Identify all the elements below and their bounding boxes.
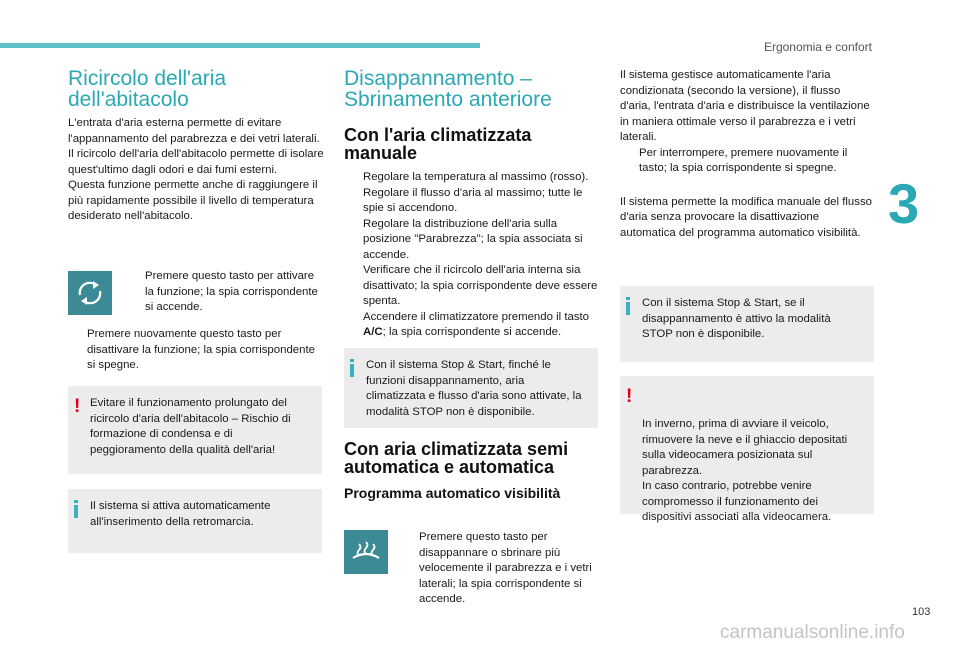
- manual-steps-list: [344, 170, 600, 341]
- subheading-automatic: Con aria climatizzata semi automatica e automatica: [344, 439, 569, 477]
- warning-box: [68, 386, 322, 474]
- warning-icon: !: [626, 386, 633, 407]
- info-icon: [626, 297, 630, 315]
- press-off-instruction: [68, 327, 326, 374]
- press-on-text: Premere questo tasto per attivare la funzione; la spia corrispondente si accende.: [145, 270, 318, 313]
- automatic-description: Il sistema gestisce automaticamente l'aria condizionata (secondo la versione), il flusso d'aria, l'entrata d'aria e distribuisce la ventilazione in maniera ottimale verso il parabrezza e i vetri laterali.: [620, 69, 870, 143]
- info-box: [344, 348, 598, 428]
- list-item: Regolare la distribuzione dell'aria sulla posizione "Parabrezza"; la spia associata si accende.: [363, 217, 583, 261]
- warning-box: [620, 376, 874, 523]
- warning-icon: !: [74, 396, 81, 417]
- info-text: Con il sistema Stop & Start, finché le funzioni disappannamento, aria climatizzata e flusso d'aria sono attivate, la modalità STOP non è disponibile.: [366, 359, 582, 418]
- intro-text: L'entrata d'aria esterna permette di evitare l'appannamento del parabrezza e dei vetri laterali. Il ricircolo dell'aria dell'abitacolo permette di isolare quest'ultimo dagli odori e dai fumi esterni. Questa funzione permette anche di raggiungere il più rapidamente possibile il livello di temperatura desiderato nell'abitacolo.: [68, 117, 324, 222]
- list-item: Accendere il climatizzatore premendo il tasto A/C; la spia corrispondente si accende.: [363, 310, 590, 338]
- subheading-manual: Con l'aria climatizzata manuale: [344, 125, 532, 163]
- warning-text: Evitare il funzionamento prolungato del ricircolo d'aria dell'abitacolo – Rischio di formazione di condensa e di peggioramento della qualità dell'aria!: [90, 397, 291, 456]
- list-item: Regolare la temperatura al massimo (rosso).: [363, 171, 589, 183]
- ac-key-label: A/C: [363, 326, 383, 338]
- press-visibility-instruction: [400, 530, 600, 608]
- info-text: Il sistema si attiva automaticamente all'inserimento della retromarcia.: [90, 500, 271, 528]
- info-icon: [350, 359, 354, 377]
- windscreen-demist-icon: [344, 530, 388, 574]
- list-item: Per interrompere, premere nuovamente il tasto; la spia corrispondente si spegne.: [639, 146, 848, 174]
- section-heading: Ricircolo dell'aria dell'abitacolo: [68, 67, 227, 111]
- column-demisting: [344, 68, 600, 341]
- watermark: carmanualsonline.info: [720, 622, 905, 643]
- press-visibility-text: Premere questo tasto per disappannare o sbrinare più velocemente il parabrezza e i vetri laterali; la spia corrispondente si accende.: [419, 531, 592, 605]
- info-icon: [74, 500, 78, 518]
- recirculation-icon: [68, 271, 112, 315]
- header-accent-bar: [0, 43, 480, 48]
- info-box: [620, 286, 874, 362]
- info-text: Con il sistema Stop & Start, se il disappannamento è attivo la modalità STOP non è disponibile.: [642, 297, 831, 340]
- automatic-section: [344, 440, 600, 502]
- chapter-number: 3: [888, 172, 920, 235]
- section-heading: Disappannamento – Sbrinamento anteriore: [344, 67, 552, 111]
- list-item: Verificare che il ricircolo dell'aria interna sia disattivato; la spia corrispondente deve essere spenta.: [363, 264, 598, 307]
- press-on-instruction: [126, 269, 326, 316]
- manual-override-text: Il sistema permette la modifica manuale del flusso d'aria senza provocare la disattivazione automatica del programma automatico visibilità.: [620, 195, 872, 239]
- press-off-text: Premere nuovamente questo tasto per disattivare la funzione; la spia corrispondente si spegne.: [87, 328, 315, 371]
- page-number: 103: [912, 606, 931, 618]
- column-recirculation: [68, 68, 326, 225]
- info-box: [68, 489, 322, 553]
- subheading-visibility: Programma automatico visibilità: [344, 485, 561, 501]
- list-item: Regolare il flusso d'aria al massimo; tutte le spie si accendono.: [363, 186, 583, 214]
- column-automatic: [620, 68, 874, 241]
- warning-text: In inverno, prima di avviare il veicolo, rimuovere la neve e il ghiaccio depositati sulla videocamera posizionata sul parabrezza. In caso contrario, potrebbe venire compromesso il funzionamento dei dispositivi associati alla videocamera.: [642, 418, 848, 523]
- section-title: Ergonomia e confort: [763, 40, 872, 54]
